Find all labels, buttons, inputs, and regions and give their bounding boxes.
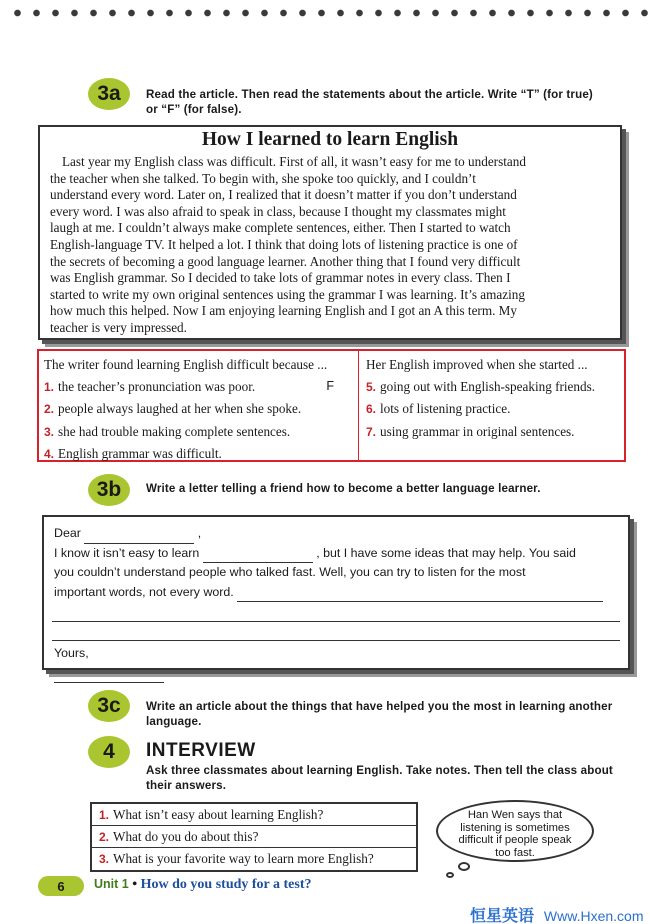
badge-4: 4 xyxy=(88,736,130,768)
badge-3a: 3a xyxy=(88,78,130,110)
unit-bullet: • xyxy=(132,877,138,892)
left-heading: The writer found learning English difficult because ... xyxy=(44,357,328,372)
statement-number: 5. xyxy=(366,379,377,394)
article-body xyxy=(40,154,620,337)
watermark-cn: 恒星英语 xyxy=(470,908,535,924)
instruction-3b: Write a letter telling a friend how to become a better language learner. xyxy=(146,482,541,495)
letter-card xyxy=(42,515,630,670)
statement-text: lots of listening practice. xyxy=(380,401,511,416)
dear-label: Dear xyxy=(54,526,81,540)
signature-blank[interactable] xyxy=(54,670,164,683)
statement-item xyxy=(366,421,620,444)
article-card xyxy=(38,125,622,340)
statement-text: going out with English-speaking friends. xyxy=(380,378,596,394)
comma: , xyxy=(197,526,202,540)
article-line: started to write my own original sentences using the grammar I was learning. It’s amazing xyxy=(50,286,525,302)
question-text: What isn’t easy about learning English? xyxy=(113,807,324,822)
article-line: Last year my English class was difficult. First of all, it wasn’t easy for me to understand xyxy=(62,154,526,169)
statements-box xyxy=(37,349,626,462)
question-box xyxy=(90,802,418,872)
statement-number: 4. xyxy=(44,447,55,461)
article-line: was English grammar. So I decided to take lots of grammar notes in every class. Then I xyxy=(50,270,511,286)
statement-text: the teacher’s pronunciation was poor. xyxy=(58,378,256,394)
statement-number: 1. xyxy=(44,379,55,394)
question-text: What is your favorite way to learn more English? xyxy=(113,851,374,866)
statement-item xyxy=(44,376,354,399)
unit-label: Unit 1 xyxy=(94,877,129,891)
unit-title xyxy=(94,877,312,893)
instruction-3a: Read the article. Then read the statements about the article. Write “T” (for true) or “F” (for false). xyxy=(146,88,593,116)
article-line: teacher is very impressed. xyxy=(50,319,187,335)
badge-3b: 3b xyxy=(88,474,130,506)
write-blank-1[interactable] xyxy=(237,589,603,602)
statements-right xyxy=(359,351,624,460)
statement-text: she had trouble making complete sentences. xyxy=(58,423,291,439)
statement-number: 2. xyxy=(44,402,55,416)
learn-blank[interactable] xyxy=(203,550,313,563)
statement-number: 7. xyxy=(366,424,377,439)
statement-item xyxy=(44,421,354,444)
letter-line-2: you couldn’t understand people who talked fast. Well, you can try to listen for the most xyxy=(54,565,526,579)
statements-left xyxy=(39,351,359,460)
thought-dot-1 xyxy=(458,862,470,871)
answer-mark[interactable]: F xyxy=(326,378,334,393)
instruction-3c: Write an article about the things that have helped you the most in learning another language. xyxy=(146,700,613,728)
name-blank[interactable] xyxy=(84,531,194,544)
unit-question: How do you study for a test? xyxy=(140,877,312,892)
dotted-border xyxy=(8,6,648,20)
letter-line-1b: , but I have some ideas that may help. You said xyxy=(316,545,576,560)
write-line-3[interactable] xyxy=(52,622,620,642)
statement-item xyxy=(366,376,620,399)
thought-bubble xyxy=(436,800,594,862)
yours-label: Yours, xyxy=(54,646,89,660)
letter-line-3: important words, not every word. xyxy=(54,584,234,599)
article-line: the secrets of becoming a good language learner. Another thing that I found very difficult xyxy=(50,253,521,269)
article-title: How I learned to learn English xyxy=(201,129,459,150)
watermark xyxy=(470,903,643,924)
statement-item xyxy=(44,443,354,466)
article-line: the teacher when she talked. To begin with, she spoke too quickly, and I couldn’t xyxy=(50,170,476,186)
statement-item xyxy=(44,398,354,421)
article-line: laugh at me. I couldn’t always make complete sentences, either. Then I started to watch xyxy=(50,220,511,236)
statement-number: 3. xyxy=(44,424,55,439)
statement-number: 6. xyxy=(366,402,377,416)
article-line: understand every word. Later on, I realized that it doesn’t matter if you don’t understand xyxy=(50,187,517,203)
article-line: every word. I was also afraid to speak in class, because I thought my classmates might xyxy=(50,203,506,219)
page-number: 6 xyxy=(38,876,84,896)
write-line-2[interactable] xyxy=(52,602,620,622)
interview-heading: INTERVIEW xyxy=(146,740,256,761)
question-text: What do you do about this? xyxy=(113,829,259,844)
right-heading: Her English improved when she started ... xyxy=(366,357,588,372)
statement-text: English grammar was difficult. xyxy=(58,446,222,461)
statement-text: people always laughed at her when she spoke. xyxy=(58,401,302,416)
instruction-4: Ask three classmates about learning English. Take notes. Then tell the class about their answers. xyxy=(146,764,613,792)
question-number: 2. xyxy=(99,830,110,844)
thought-text: Han Wen says that listening is sometimes difficult if people speak too fast. xyxy=(458,809,572,859)
question-row xyxy=(92,848,416,870)
statement-item xyxy=(366,398,620,421)
badge-3c: 3c xyxy=(88,690,130,722)
thought-dot-2 xyxy=(446,872,454,878)
watermark-url: Www.Hxen.com xyxy=(543,908,644,924)
article-line: English-language TV. It helped a lot. I think that doing lots of listening practice is one of xyxy=(50,236,518,252)
question-row xyxy=(92,826,416,848)
question-row xyxy=(92,804,416,826)
question-number: 1. xyxy=(99,808,110,822)
article-line: how much this helped. Now I am enjoying learning English and I got an A this term. My xyxy=(50,303,517,319)
letter-line-1a: I know it isn’t easy to learn xyxy=(54,545,200,560)
statement-text: using grammar in original sentences. xyxy=(380,423,575,439)
question-number: 3. xyxy=(99,852,110,866)
